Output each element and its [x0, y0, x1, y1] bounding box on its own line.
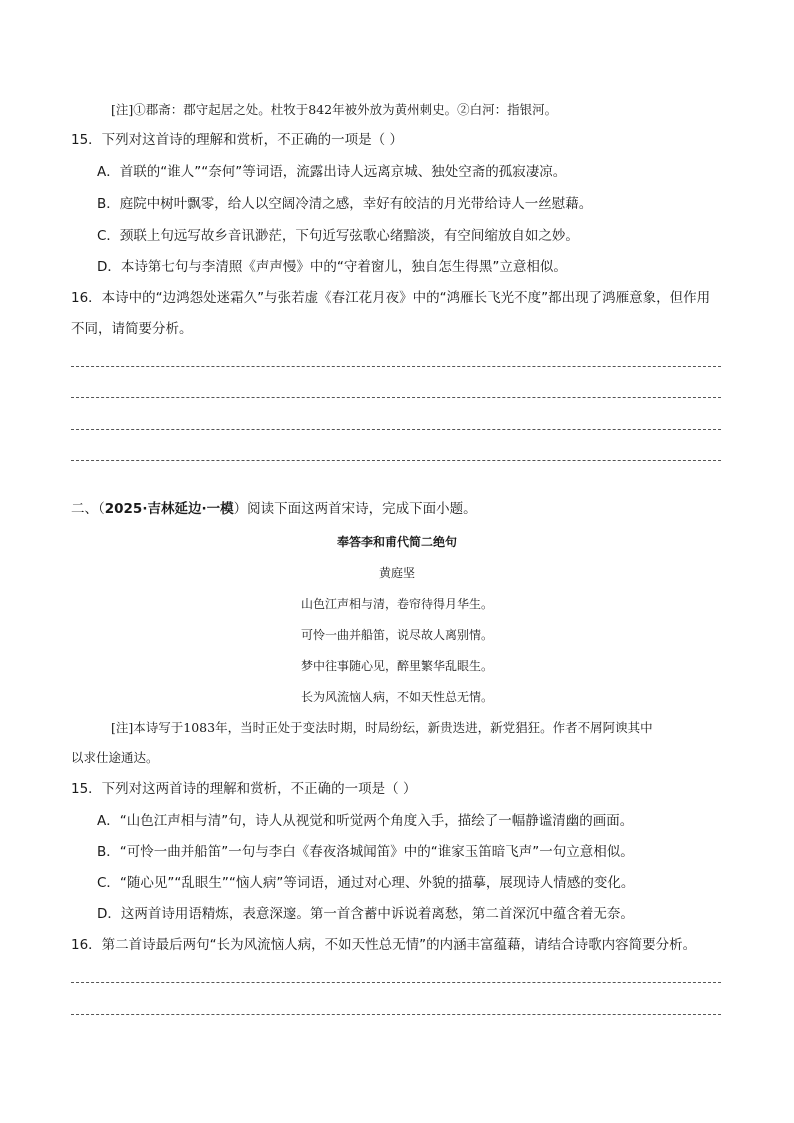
question-15-option-a: A．“山色江声相与清”句，诗人从视觉和听觉两个角度入手，描绘了一幅静谧清幽的画面。 [97, 813, 634, 829]
question-15-option-b: B．“可怜一曲并船笛”一句与李白《春夜洛城闻笛》中的“谁家玉笛暗飞声”一句立意相似。 [97, 844, 634, 860]
poem-note-line-2: 以求仕途通达。 [71, 750, 159, 765]
answer-line[interactable] [71, 366, 721, 367]
poem-title: 奉答李和甫代简二绝句 [336, 535, 457, 549]
answer-line[interactable] [71, 429, 721, 430]
question-15-option-a: A．首联的“谁人”“奈何”等词语，流露出诗人远离京城、独处空斋的孤寂凄凉。 [97, 164, 567, 180]
section-2-heading-prefix: 二、（ [71, 501, 105, 517]
answer-line[interactable] [71, 982, 721, 983]
question-15-stem: 15．下列对这首诗的理解和赏析，不正确的一项是（ ） [71, 132, 403, 148]
question-15-stem: 15．下列对这两首诗的理解和赏析，不正确的一项是（ ） [71, 781, 417, 797]
question-15-option-c: C．“随心见”“乱眼生”“恼人病”等词语，通过对心理、外貌的描摹，展现诗人情感的变化。 [97, 875, 635, 891]
question-15-option-d: D．本诗第七句与李清照《声声慢》中的“守着窗儿，独自怎生得黑”立意相似。 [97, 259, 567, 275]
poem-line: 长为风流恼人病，不如天性总无情。 [300, 690, 493, 704]
question-16-stem: 16．第二首诗最后两句“长为风流恼人病，不如天性总无情”的内涵丰富蕴藉，请结合诗歌内容简要分析。 [71, 937, 697, 953]
question-15-option-c: C．颈联上句远写故乡音讯渺茫，下句近写弦歌心绪黯淡，有空间缩放自如之妙。 [97, 228, 579, 244]
section-2-source: 2025·吉林延边·一模 [104, 501, 234, 517]
poem-note: [注]①郡斋：郡守起居之处。杜牧于842年被外放为黄州刺史。②白河：指银河。 [111, 102, 558, 117]
answer-line[interactable] [71, 460, 721, 461]
section-2-heading [71, 500, 477, 518]
poem-line: 可怜一曲并船笛，说尽故人离别情。 [300, 628, 493, 642]
poem-line: 梦中往事随心见，醉里繁华乱眼生。 [300, 659, 493, 673]
poem-line: 山色江声相与清，卷帘待得月华生。 [300, 597, 493, 611]
question-15-option-b: B．庭院中树叶飘零，给人以空阔冷清之感，幸好有皎洁的月光带给诗人一丝慰藉。 [97, 196, 593, 212]
poem-author: 黄庭坚 [378, 566, 415, 580]
question-15-option-d: D．这两首诗用语精炼，表意深邃。第一首含蓄中诉说着离愁，第二首深沉中蕴含着无奈。 [97, 906, 634, 922]
answer-line[interactable] [71, 397, 721, 398]
poem-note-line-1: [注]本诗写于1083年，当时正处于变法时期，时局纷纭，新贵迭进，新党猖狂。作者不屑阿谀其中 [111, 720, 653, 735]
question-16-line-2: 不同，请简要分析。 [71, 321, 193, 337]
question-16-line-1: 16．本诗中的“边鸿怨处迷霜久”与张若虚《春江花月夜》中的“鸿雁长飞光不度”都出现了鸿雁意象，但作用 [71, 290, 711, 306]
answer-line[interactable] [71, 1014, 721, 1015]
section-2-heading-suffix: ）阅读下面这两首宋诗，完成下面小题。 [233, 501, 477, 517]
